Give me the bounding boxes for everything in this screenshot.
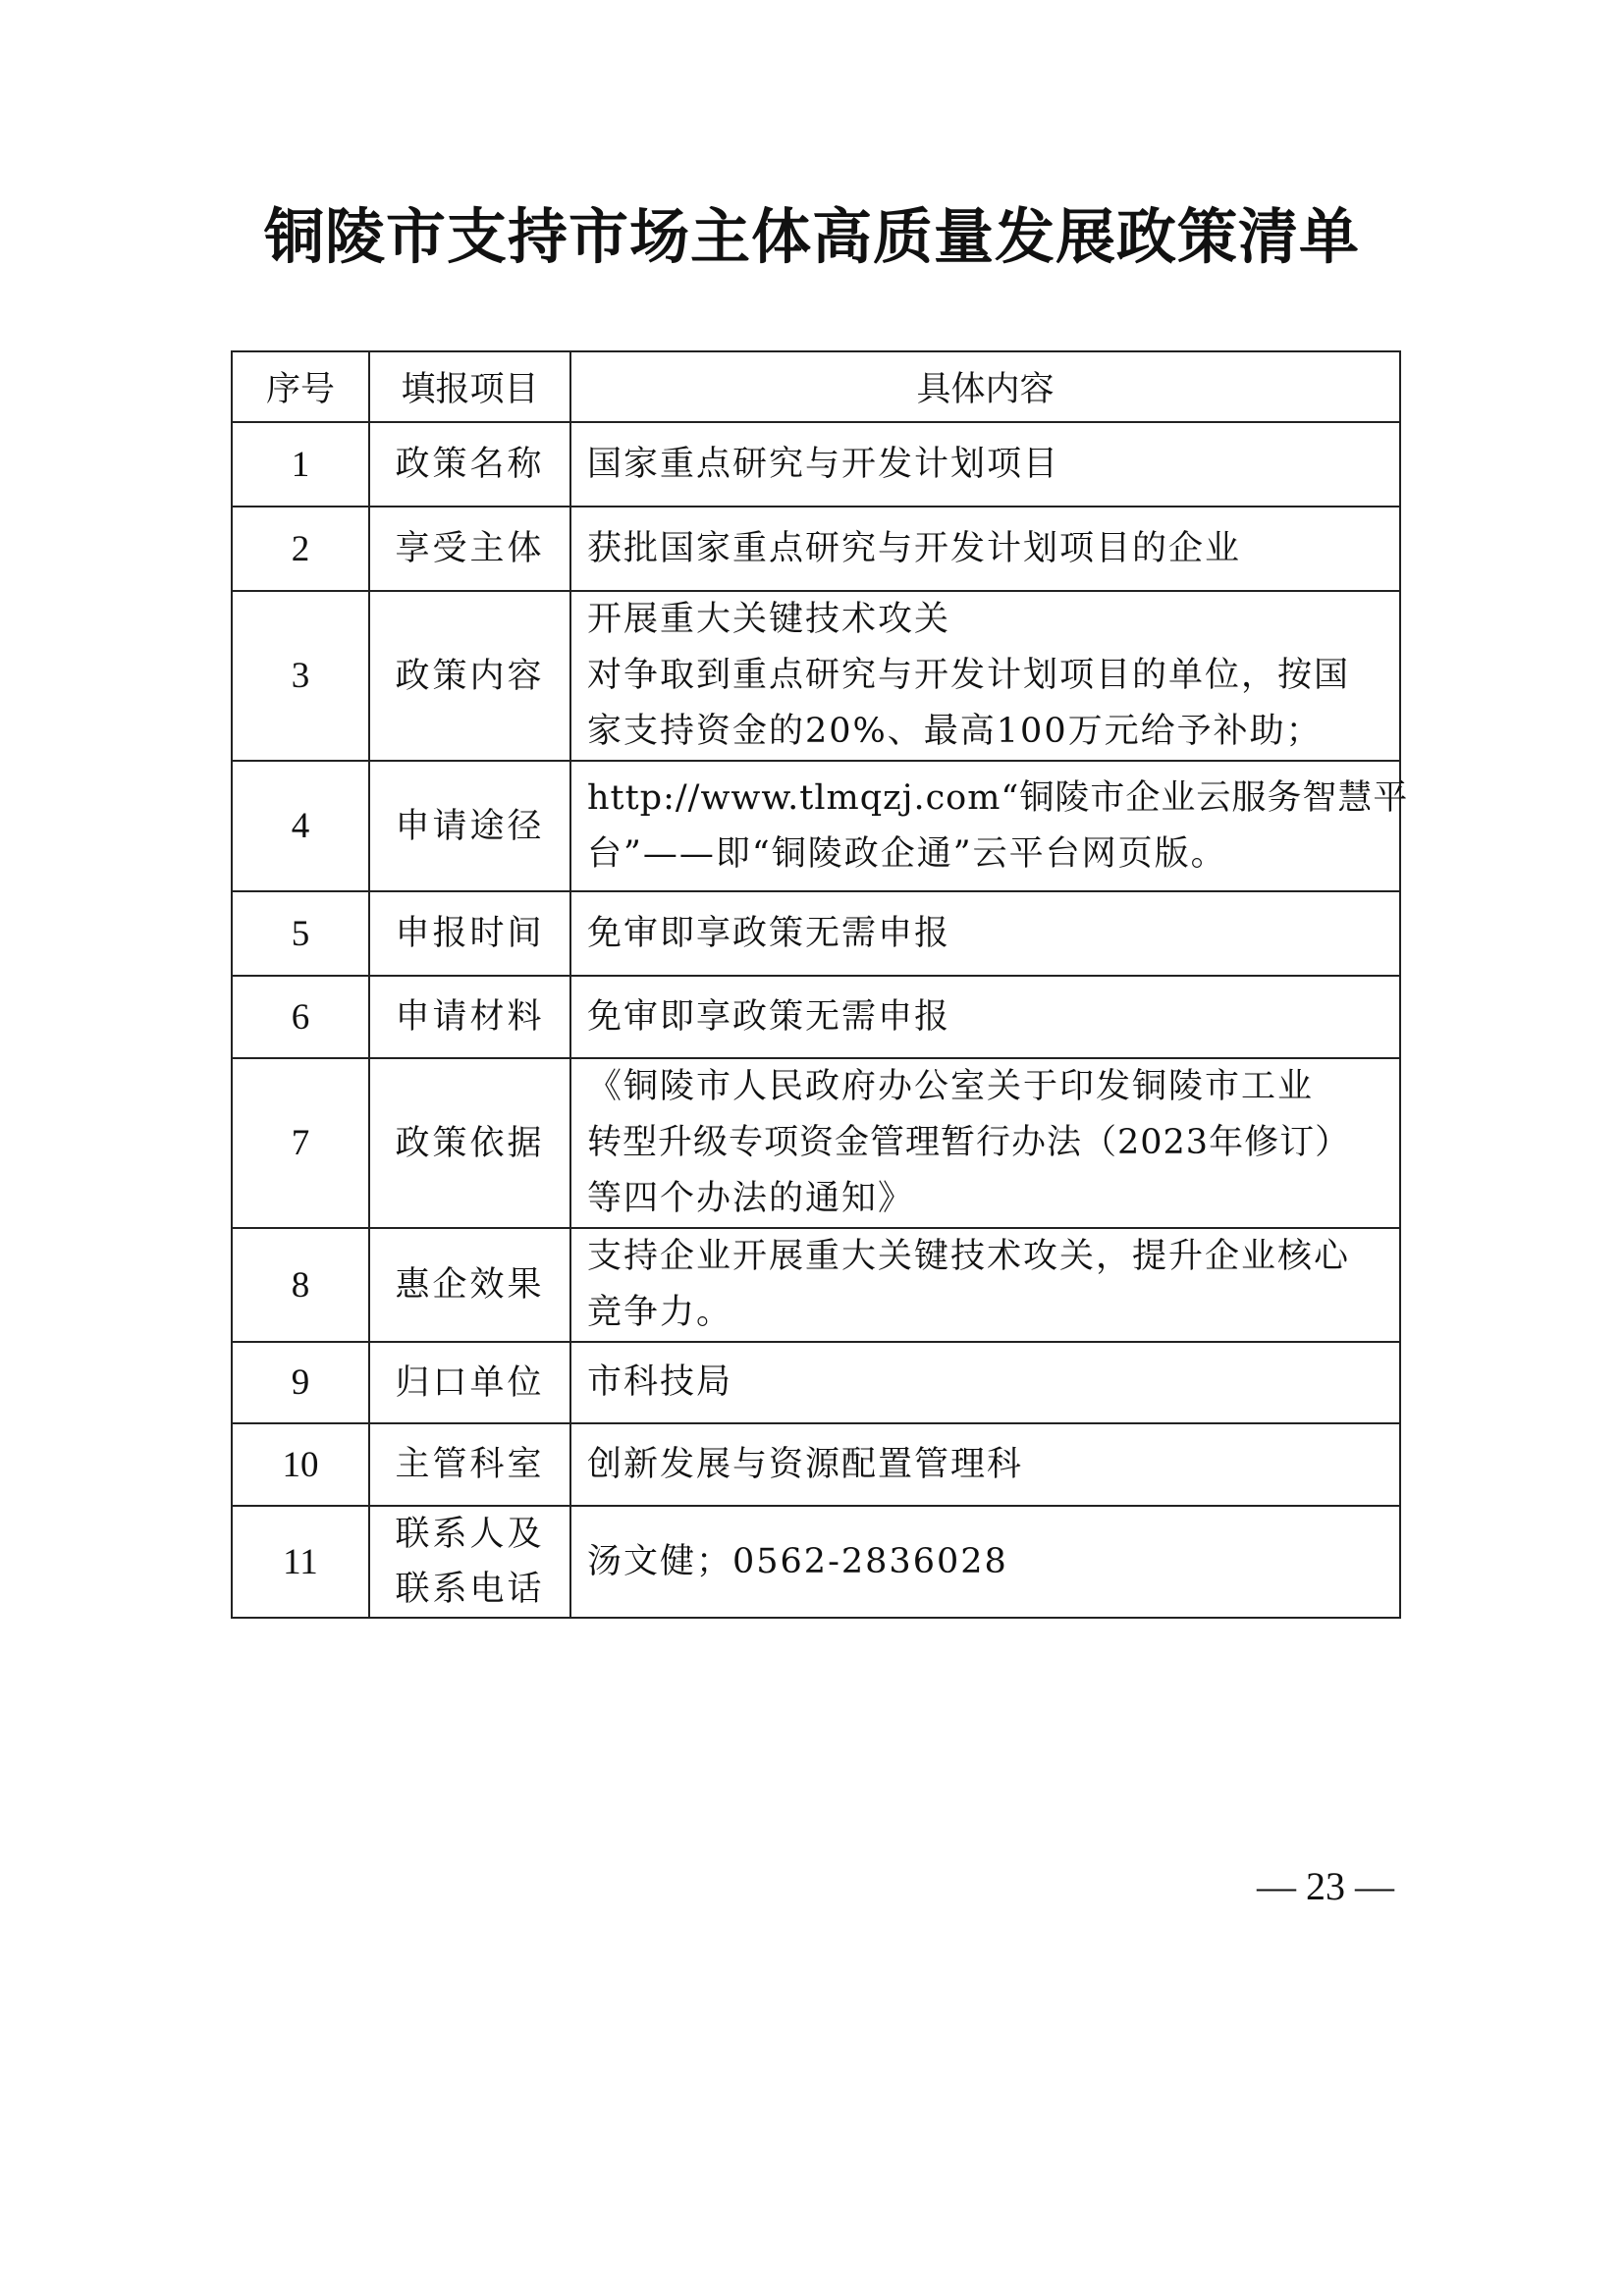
- row-number: 1: [232, 422, 369, 507]
- table-row: [232, 1423, 1400, 1506]
- table-row: [232, 1506, 1400, 1618]
- row-item-line: 申请材料: [395, 997, 545, 1037]
- row-item-line: 归口单位: [395, 1362, 545, 1403]
- row-content-line: 对争取到重点研究与开发计划项目的单位，按国: [587, 656, 1351, 695]
- row-content-line: http://www.tlmqzj.com“铜陵市企业云服务智慧平: [587, 777, 1409, 818]
- row-item: [369, 1423, 570, 1506]
- policy-table: [231, 350, 1409, 1619]
- row-number: 8: [232, 1228, 369, 1342]
- row-content: [570, 422, 1400, 507]
- row-item-line: 惠企效果: [395, 1265, 545, 1305]
- row-item-line: 联系人及: [395, 1515, 545, 1554]
- row-number: 5: [232, 891, 369, 976]
- row-item-line: 享受主体: [395, 529, 545, 568]
- row-item-line: 联系电话: [395, 1570, 545, 1609]
- row-content-line: 免审即享政策无需申报: [587, 996, 951, 1037]
- row-content-line: 《铜陵市人民政府办公室关于印发铜陵市工业: [587, 1067, 1315, 1106]
- row-content: [570, 1506, 1400, 1618]
- row-item-line: 申请途径: [395, 806, 545, 846]
- row-number: 6: [232, 976, 369, 1058]
- table-row: [232, 591, 1400, 761]
- row-content-line: 获批国家重点研究与开发计划项目的企业: [587, 528, 1242, 568]
- row-content-line: 国家重点研究与开发计划项目: [587, 444, 1060, 484]
- row-number: 11: [232, 1506, 369, 1618]
- row-content-line: 转型升级专项资金管理暂行办法（2023年修订）: [587, 1123, 1351, 1162]
- row-item: [369, 1058, 570, 1228]
- table-row: [232, 761, 1400, 891]
- row-item: [369, 1506, 570, 1618]
- row-content: [570, 976, 1400, 1058]
- row-item-line: 申报时间: [395, 914, 545, 953]
- page-number: — 23 —: [1257, 1864, 1394, 1908]
- row-content: [570, 1058, 1400, 1228]
- row-item: [369, 976, 570, 1058]
- row-content-line: 家支持资金的20%、最高100万元给予补助；: [587, 712, 1323, 751]
- row-content-line: 支持企业开展重大关键技术攻关，提升企业核心: [587, 1237, 1351, 1276]
- row-content: [570, 507, 1400, 591]
- row-item-line: 政策名称: [395, 445, 545, 484]
- row-content: [570, 1423, 1400, 1506]
- row-item: [369, 422, 570, 507]
- row-content-line: 等四个办法的通知》: [587, 1179, 915, 1218]
- table-header-row: [232, 351, 1400, 422]
- row-number: 10: [232, 1423, 369, 1506]
- row-content: [570, 761, 1409, 891]
- table-row: [232, 422, 1400, 507]
- row-item: [369, 591, 570, 761]
- row-item: [369, 1228, 570, 1342]
- row-content-line: 创新发展与资源配置管理科: [587, 1444, 1024, 1484]
- row-item: [369, 891, 570, 976]
- table-row: [232, 891, 1400, 976]
- row-item: [369, 1342, 570, 1423]
- row-item: [369, 761, 570, 891]
- row-content-line: 市科技局: [587, 1362, 733, 1402]
- row-content: [570, 891, 1400, 976]
- row-content-line: 开展重大关键技术攻关: [587, 600, 951, 639]
- row-content: [570, 1228, 1400, 1342]
- row-content-line: 台”——即“铜陵政企通”云平台网页版。: [587, 833, 1227, 874]
- header-content: 具体内容: [570, 351, 1400, 422]
- header-item: 填报项目: [369, 351, 570, 422]
- row-content-line: 免审即享政策无需申报: [587, 913, 951, 953]
- table-row: [232, 1058, 1400, 1228]
- header-seq: 序号: [232, 351, 369, 422]
- row-item-line: 政策内容: [395, 656, 545, 696]
- row-number: 4: [232, 761, 369, 891]
- row-content-line: 竞争力。: [587, 1293, 733, 1332]
- row-number: 3: [232, 591, 369, 761]
- row-number: 7: [232, 1058, 369, 1228]
- table-row: [232, 507, 1400, 591]
- row-item: [369, 507, 570, 591]
- table-row: [232, 1228, 1400, 1342]
- row-item-line: 政策依据: [395, 1123, 545, 1163]
- row-content-line: 汤文健；0562-2836028: [587, 1541, 1008, 1581]
- table-row: [232, 1342, 1400, 1423]
- table-row: [232, 976, 1400, 1058]
- row-number: 2: [232, 507, 369, 591]
- row-content: [570, 591, 1400, 761]
- row-item-line: 主管科室: [395, 1445, 545, 1484]
- row-number: 9: [232, 1342, 369, 1423]
- row-content: [570, 1342, 1400, 1423]
- page-title: 铜陵市支持市场主体高质量发展政策清单: [263, 202, 1360, 272]
